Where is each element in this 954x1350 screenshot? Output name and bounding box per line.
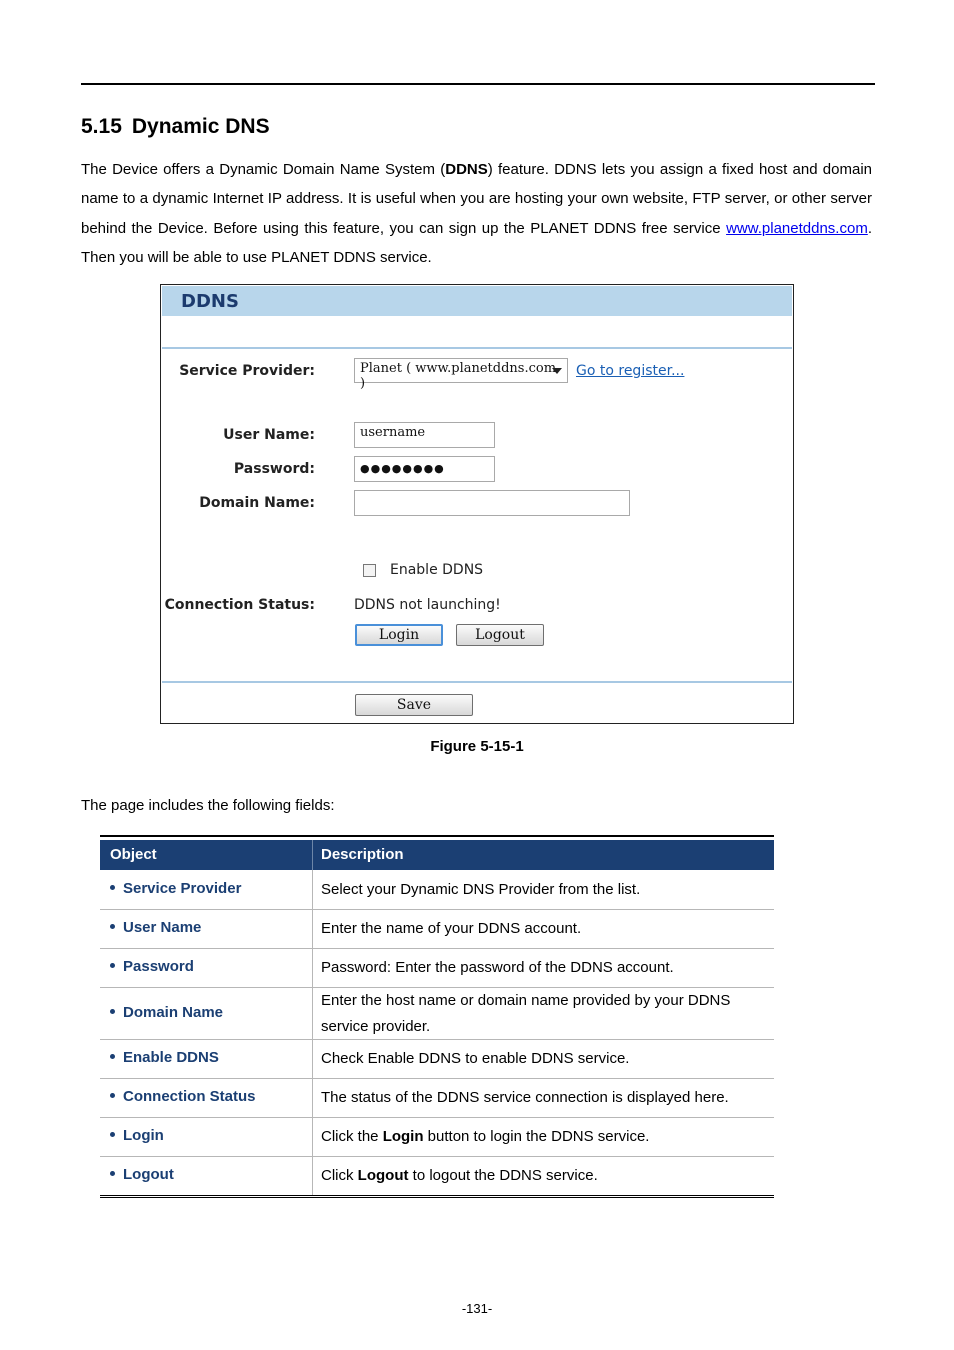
bullet-icon <box>110 1054 115 1059</box>
figure-title: DDNS <box>181 291 239 312</box>
table-row <box>100 988 774 1040</box>
bullet-icon <box>110 963 115 968</box>
table-row <box>100 1040 774 1079</box>
bullet-icon <box>110 1132 115 1137</box>
column-separator <box>312 1157 313 1195</box>
row-description: Password: Enter the password of the DDNS account. <box>321 959 674 976</box>
bullet-icon <box>110 1093 115 1098</box>
column-separator <box>312 949 313 987</box>
connection-status-value: DDNS not launching! <box>354 597 501 613</box>
column-separator <box>312 1079 313 1117</box>
row-description: Check Enable DDNS to enable DDNS service. <box>321 1050 630 1067</box>
intro-text-3: . Then you will be able to use PLANET DDNS service. <box>81 219 872 266</box>
table-row <box>100 1079 774 1118</box>
object-name: User Name <box>123 919 202 936</box>
register-link[interactable]: Go to register... <box>576 363 685 379</box>
password-input[interactable]: ●●●●●●●● <box>354 456 495 482</box>
desc-text: Click the <box>321 1128 383 1145</box>
connection-status-label: Connection Status: <box>164 597 315 613</box>
planetddns-link[interactable]: www.planetddns.com <box>726 219 868 237</box>
intro-paragraph <box>81 155 872 272</box>
header-description: Description <box>321 846 404 863</box>
row-object <box>110 1088 256 1105</box>
bullet-icon <box>110 1009 115 1014</box>
row-object <box>110 1049 219 1066</box>
row-description: Select your Dynamic DNS Provider from the list. <box>321 881 641 898</box>
service-provider-label: Service Provider: <box>179 363 315 379</box>
row-object <box>110 1004 223 1021</box>
table-row <box>100 949 774 988</box>
bullet-icon <box>110 924 115 929</box>
table-top-rule <box>100 835 774 837</box>
object-name: Password <box>123 958 194 975</box>
chevron-down-icon <box>552 368 562 374</box>
desc-text: Click <box>321 1167 358 1184</box>
desc-text: button to login the DDNS service. <box>423 1128 650 1145</box>
enable-ddns-label: Enable DDNS <box>390 562 484 578</box>
username-label: User Name: <box>223 427 315 443</box>
figure-caption: Figure 5-15-1 <box>430 738 524 755</box>
row-description: Enter the host name or domain name provided by your DDNS service provider. <box>321 992 731 1035</box>
column-separator <box>312 910 313 948</box>
header-object: Object <box>110 846 157 863</box>
enable-ddns-checkbox[interactable] <box>363 564 376 577</box>
row-description <box>321 1124 767 1150</box>
table-row <box>100 1118 774 1157</box>
username-input[interactable]: username <box>354 422 495 448</box>
page-number: -131- <box>461 1301 493 1316</box>
save-button[interactable]: Save <box>355 694 473 716</box>
domain-name-input[interactable] <box>354 490 630 516</box>
ddns-figure <box>160 284 794 724</box>
row-description: The status of the DDNS service connection is displayed here. <box>321 1089 729 1106</box>
figure-header <box>162 286 792 316</box>
table-header <box>100 840 774 870</box>
domain-name-label: Domain Name: <box>199 495 315 511</box>
row-object <box>110 919 201 936</box>
table-bottom-rule <box>100 1195 774 1198</box>
column-separator <box>312 1040 313 1078</box>
table-row <box>100 1157 774 1195</box>
desc-bold: Logout <box>357 1167 409 1184</box>
table-row <box>100 870 774 910</box>
object-name: Service Provider <box>123 880 242 897</box>
row-object <box>110 880 241 897</box>
header-rule <box>81 83 875 85</box>
service-provider-select[interactable] <box>354 358 568 391</box>
figure-top-divider <box>162 347 792 349</box>
bullet-icon <box>110 1171 115 1176</box>
row-object <box>110 1127 164 1144</box>
object-name: Logout <box>123 1166 174 1183</box>
row-object <box>110 958 194 975</box>
desc-bold: Login <box>382 1128 424 1145</box>
column-separator <box>312 870 313 909</box>
intro-text-2: ) feature. DDNS lets you assign a fixed host and domain name to a dynamic Internet IP address. It is useful when you are hosting your own website, FTP server, or other server behind the Device. Before using this feature, you can sign up the PLANET DDNS free service <box>81 161 873 237</box>
intro-text-1: The Device offers a Dynamic Domain Name System ( <box>81 161 446 178</box>
object-name: Connection Status <box>123 1088 256 1105</box>
column-separator <box>312 1118 313 1156</box>
fields-intro: The page includes the following fields: <box>81 797 335 814</box>
object-name: Domain Name <box>123 1004 224 1021</box>
service-provider-value: Planet ( www.planetddns.com ) <box>360 361 557 391</box>
section-number: 5.15 <box>81 115 122 138</box>
logout-button[interactable]: Logout <box>456 624 544 646</box>
section-title: Dynamic DNS <box>131 115 270 138</box>
figure-bottom-divider <box>162 681 792 683</box>
password-label: Password: <box>233 461 315 477</box>
bullet-icon <box>110 885 115 890</box>
header-separator <box>312 840 313 870</box>
row-description: Enter the name of your DDNS account. <box>321 920 582 937</box>
desc-text: to logout the DDNS service. <box>408 1167 598 1184</box>
column-separator <box>312 988 313 1039</box>
intro-bold-ddns: DDNS <box>445 161 488 178</box>
object-name: Login <box>123 1127 164 1144</box>
row-object <box>110 1166 174 1183</box>
login-button[interactable]: Login <box>355 624 443 646</box>
table-row <box>100 910 774 949</box>
row-description <box>321 1163 767 1189</box>
section-heading <box>81 115 270 139</box>
object-name: Enable DDNS <box>123 1049 219 1066</box>
